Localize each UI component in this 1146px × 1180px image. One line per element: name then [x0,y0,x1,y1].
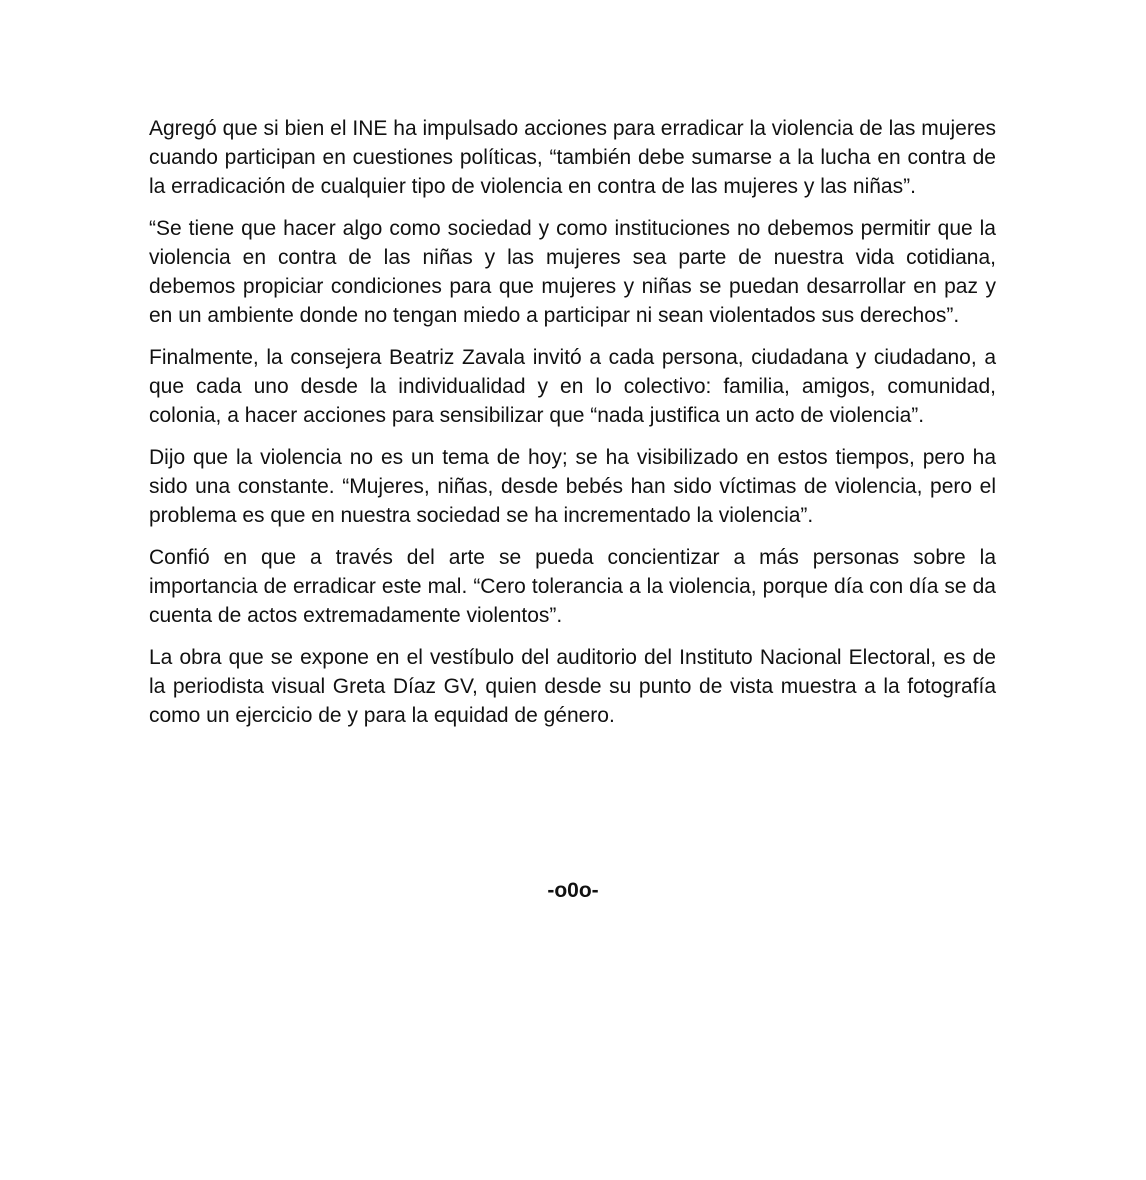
paragraph-violence-constant: Dijo que la violencia no es un tema de hoy; se ha visibilizado en estos tiempos, pero ha sido una constante. “Mujeres, niñas, desde bebés han sido víctimas de violencia, pero el problema es que en nuestra sociedad se ha incrementado la violencia”. [149,446,996,527]
paragraph-exhibition: La obra que se expone en el vestíbulo del auditorio del Instituto Nacional Electoral, es de la periodista visual Greta Díaz GV, quien desde su punto de vista muestra a la fotografía como un ejercicio de y para la equidad de género. [149,646,996,727]
paragraph-art-awareness: Confió en que a través del arte se pueda concientizar a más personas sobre la importancia de erradicar este mal. “Cero tolerancia a la violencia, porque día con día se da cuenta de actos extremadamente violentos”. [149,546,996,627]
closing-mark: -o0o- [547,879,599,902]
paragraph-ine-actions: Agregó que si bien el INE ha impulsado acciones para erradicar la violencia de las mujeres cuando participan en cuestiones políticas, “también debe sumarse a la lucha en contra de la erradicación de cualquier tipo de violencia en contra de las mujeres y las niñas”. [149,117,996,198]
document-body [149,114,996,743]
paragraph-society-quote: “Se tiene que hacer algo como sociedad y como instituciones no debemos permitir que la violencia en contra de las niñas y las mujeres sea parte de nuestra vida cotidiana, debemos propiciar condiciones para que mujeres y niñas se puedan desarrollar en paz y en un ambiente donde no tengan miedo a participar ni sean violentados sus derechos”. [149,217,996,327]
paragraph-consejera-invitation: Finalmente, la consejera Beatriz Zavala invitó a cada persona, ciudadana y ciudadano, a que cada uno desde la individualidad y en lo colectivo: familia, amigos, comunidad, colonia, a hacer acciones para sensibilizar que “nada justifica un acto de violencia”. [149,346,996,427]
